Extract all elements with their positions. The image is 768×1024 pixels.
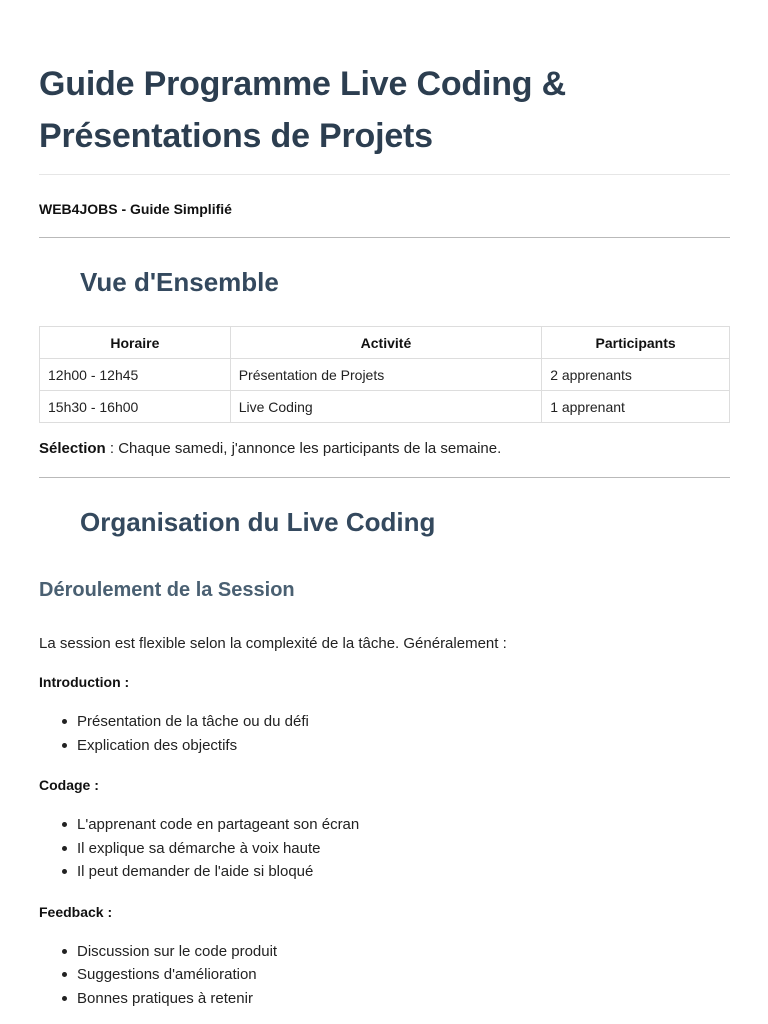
- list-item: Suggestions d'amélioration: [77, 963, 730, 987]
- live-coding-heading: Organisation du Live Coding: [80, 507, 436, 537]
- selection-text: : Chaque samedi, j'annonce les participants de la semaine.: [105, 440, 502, 457]
- table-header-cell: Horaire: [40, 327, 231, 359]
- list-item: Bonnes pratiques à retenir: [77, 987, 730, 1011]
- introduction-list: [39, 692, 730, 757]
- list-item: L'apprenant code en partageant son écran: [77, 813, 730, 837]
- session-intro: La session est flexible selon la complexité de la tâche. Généralement :: [39, 635, 507, 652]
- list-item: Présentation de la tâche ou du défi: [77, 710, 730, 734]
- list-item: Il peut demander de l'aide si bloqué: [77, 860, 730, 884]
- table-cell: Live Coding: [230, 391, 541, 423]
- list-item: Explication des objectifs: [77, 734, 730, 758]
- codage-list: [39, 795, 730, 884]
- document-page: [39, 0, 730, 1010]
- table-cell: 12h00 - 12h45: [40, 359, 231, 391]
- section-label-feedback: Feedback :: [39, 903, 113, 920]
- table-cell: 2 apprenants: [542, 359, 730, 391]
- document-subtitle: WEB4JOBS - Guide Simplifié: [39, 201, 232, 217]
- table-header-cell: Activité: [230, 327, 541, 359]
- section-label-introduction: Introduction :: [39, 674, 130, 690]
- overview-heading: Vue d'Ensemble: [80, 267, 279, 297]
- table-cell: 1 apprenant: [542, 391, 730, 423]
- selection-note: [39, 423, 730, 459]
- table-header-row: [40, 327, 730, 359]
- feedback-list: [39, 922, 730, 1011]
- table-header-cell: Participants: [542, 327, 730, 359]
- section-label-codage: Codage :: [39, 777, 99, 793]
- selection-label: Sélection: [39, 440, 106, 457]
- list-item: Discussion sur le code produit: [77, 940, 730, 964]
- document-title: Guide Programme Live Coding & Présentations de Projets: [39, 0, 730, 175]
- table-cell: Présentation de Projets: [230, 359, 541, 391]
- table-row: [40, 391, 730, 423]
- session-subheading: Déroulement de la Session: [39, 579, 295, 601]
- list-item: Il explique sa démarche à voix haute: [77, 837, 730, 861]
- table-cell: 15h30 - 16h00: [40, 391, 231, 423]
- table-row: [40, 359, 730, 391]
- schedule-table: [39, 326, 730, 423]
